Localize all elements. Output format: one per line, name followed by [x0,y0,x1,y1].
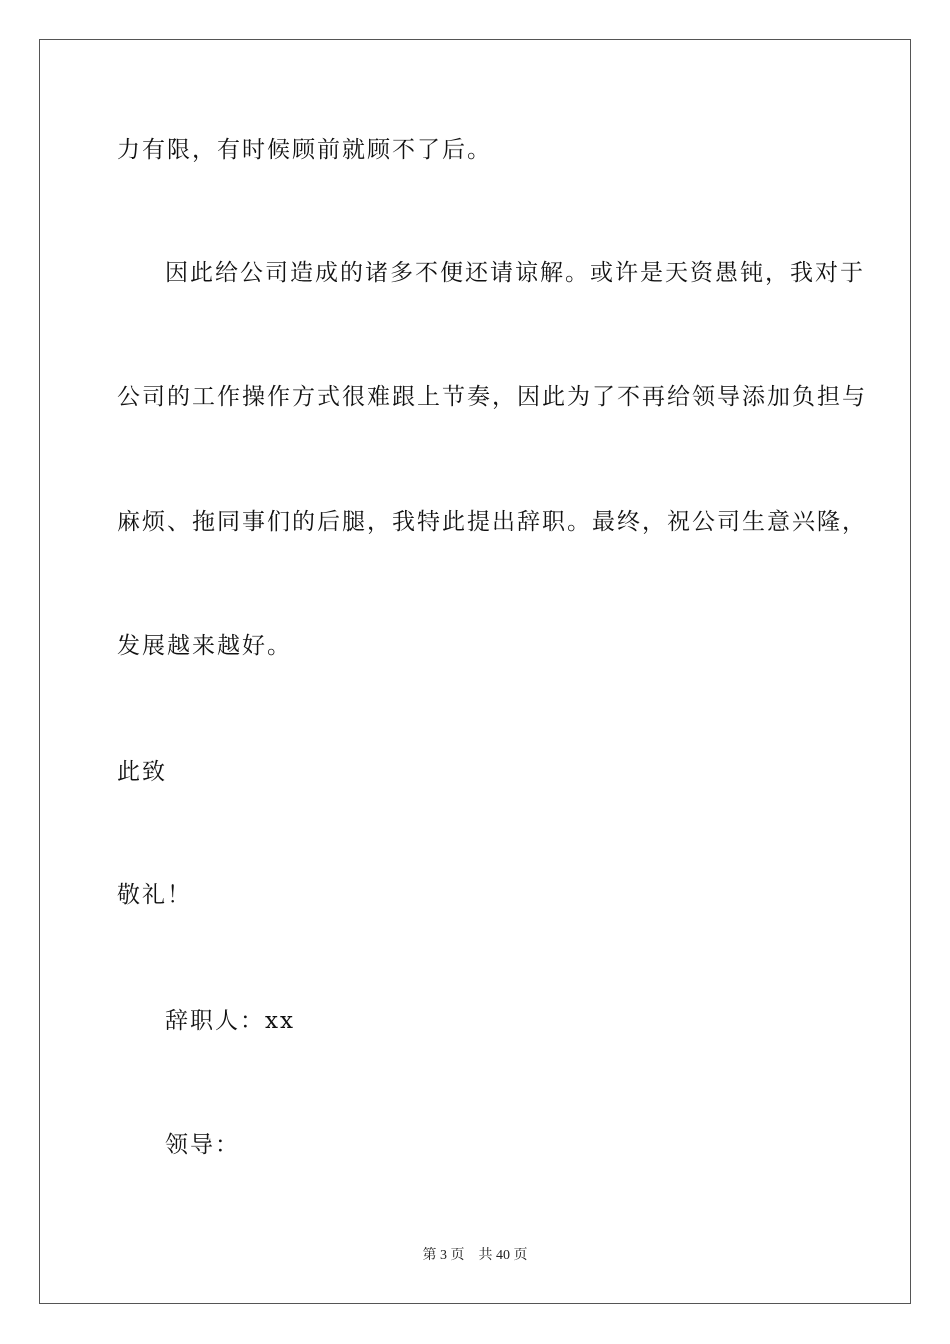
body-line-3: 公司的工作操作方式很难跟上节奏，因此为了不再给领导添加负担与 [117,384,867,410]
closing-text: 此致 [117,759,167,785]
body-line-5: 发展越来越好。 [117,633,292,659]
body-line-1: 力有限，有时候顾前就顾不了后。 [117,137,492,163]
salute-text: 敬礼！ [117,882,192,908]
signature-line: 辞职人：xx [165,1008,295,1034]
body-line-2: 因此给公司造成的诸多不便还请谅解。或许是天资愚钝，我对于 [165,260,865,286]
body-line-4: 麻烦、拖同事们的后腿，我特此提出辞职。最终，祝公司生意兴隆， [117,509,867,535]
page-frame [39,39,911,1304]
page-number: 第 3 页 共 40 页 [422,1248,528,1263]
leader-line: 领导： [165,1132,240,1158]
